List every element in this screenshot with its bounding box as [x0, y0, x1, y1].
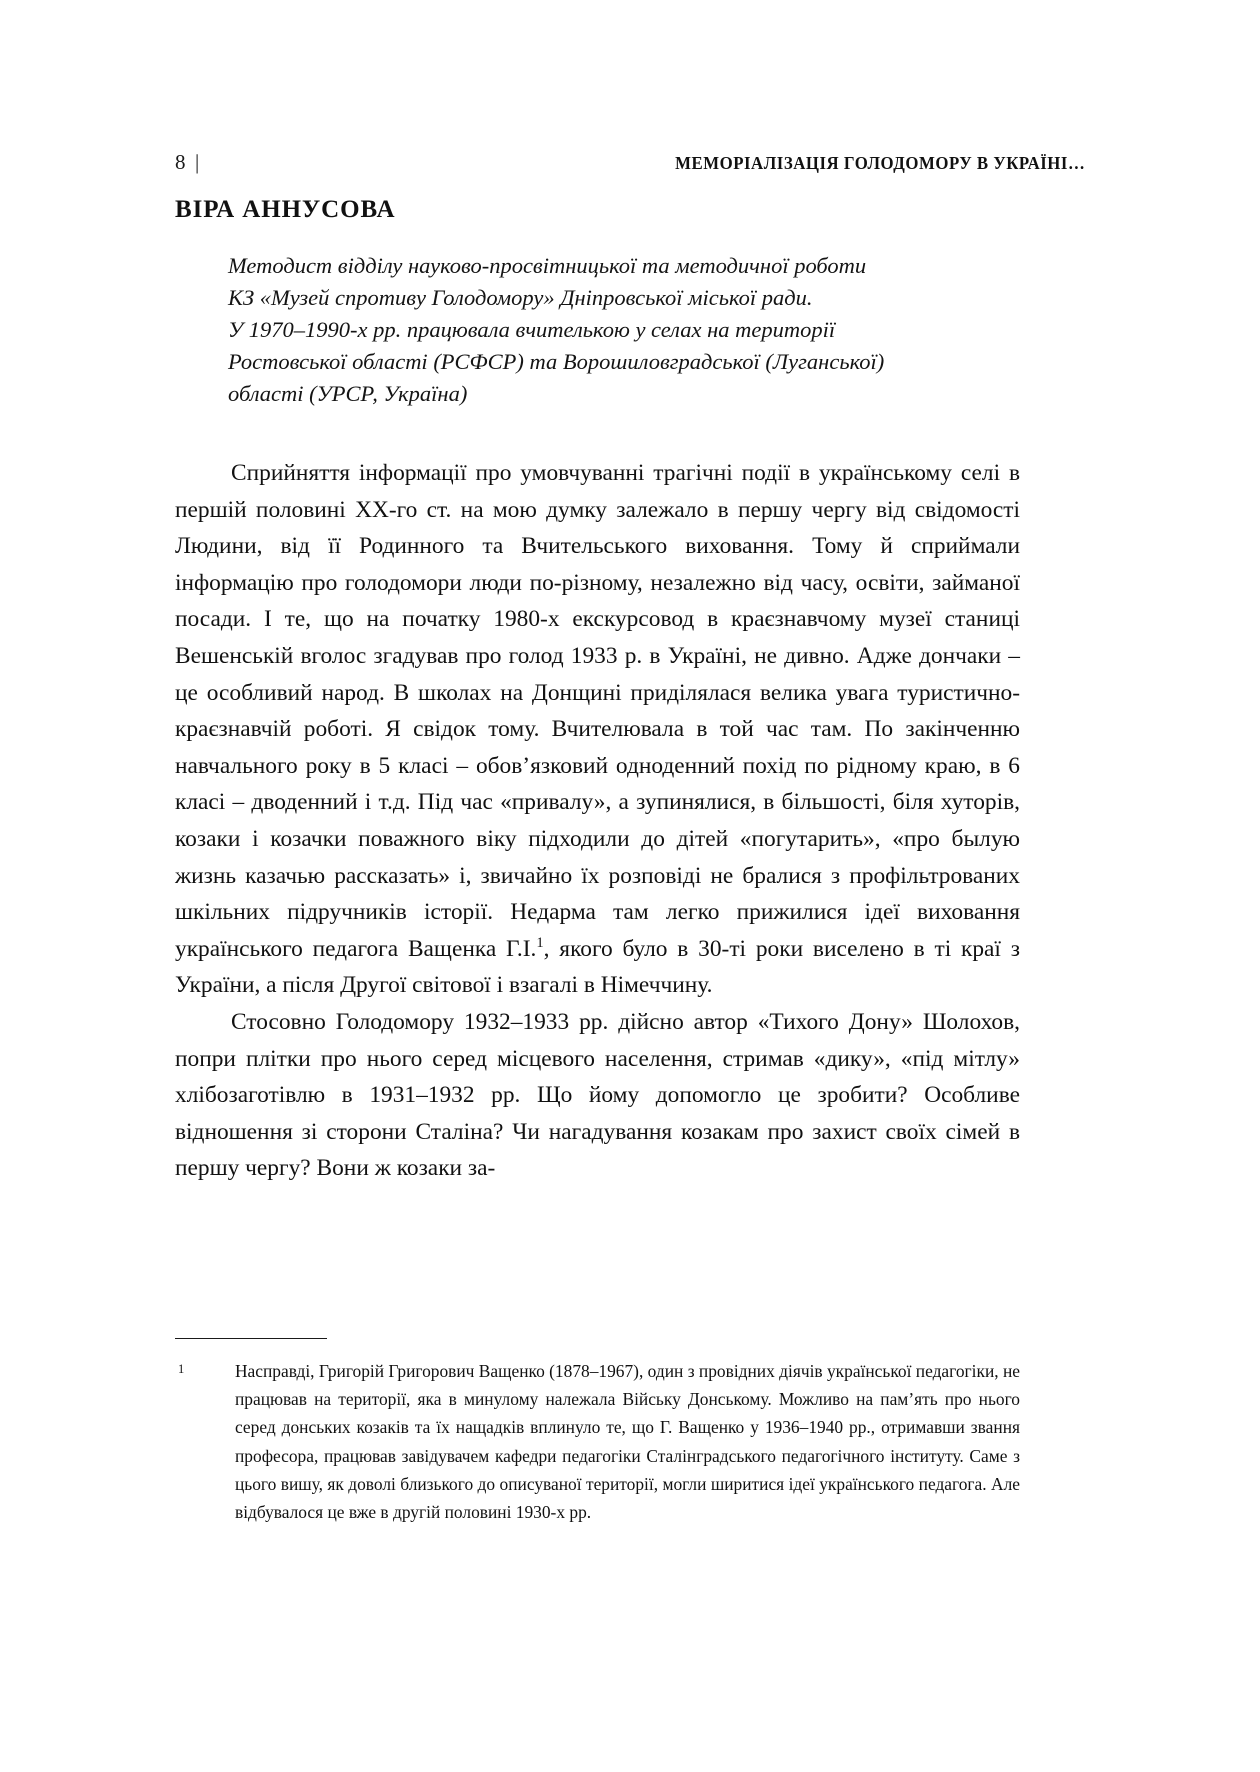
footnote-reference[interactable]: 1	[536, 934, 544, 951]
author-bio	[228, 250, 1018, 410]
page-number: 8	[175, 150, 186, 174]
author-bio-line: У 1970–1990-х рр. працювала вчителькою у селах на території	[228, 317, 836, 342]
footnote-area	[175, 1338, 1020, 1526]
folio-separator: |	[195, 150, 200, 174]
footnote	[175, 1357, 1020, 1526]
author-bio-line: Ростовської області (РСФСР) та Ворошиловградської (Луганської)	[228, 349, 885, 374]
body-paragraph-text-cont: , якого було в 30-ті роки виселено в ті краї з України, а після Другої світової і взагалі в Німеччину.	[175, 935, 1020, 999]
author-bio-line: Методист відділу науково-просвітницької та методичної роботи	[228, 253, 867, 278]
footnote-marker: 1	[178, 1362, 185, 1376]
running-head-title: МЕМОРІАЛІЗАЦІЯ ГОЛОДОМОРУ В УКРАЇНІ…	[674, 153, 1085, 173]
footnote-text: Насправді, Григорій Григорович Ващенко (1878–1967), один з провідних діячів української педагогіки, не працював на території, яка в минулому належала Війську Донському. Можливо на пам’ять про нього серед донських козаків та їх нащадків вплинуло те, що Г. Ващенко у 1936–1940 рр., отримавши звання професора, працював завідувачем кафедри педагогіки Сталінградського педагогічного інституту. Саме з цього вишу, як доволі близького до описуваної території, могли ширитися ідеї українського педагога. Але відбувалося це вже в другій половині 1930-х рр.	[235, 1361, 1020, 1523]
running-head	[175, 150, 1085, 176]
body-paragraph-text: Сприйняття інформації про умовчуванні трагічні події в українському селі в першій половині ХХ-го ст. на мою думку залежало в першу чергу від свідомості Людини, від її Родинного та Вчительського виховання. Тому й сприймали інформацію про голодомори люди по-різному, незалежно від часу, освіти, займаної посади. І те, що на початку 1980-х екскурсовод в краєзнавчому музеї станиці Вешенській вголос згадував про голод 1933 р. в Україні, не дивно. Адже дончаки – це особливий народ. В школах на Донщині приділялася велика увага туристично-краєзнавчій роботі. Я свідок тому. Вчителювала в той час там. По закінченню навчального року в 5 класі – обов’язковий одноденний похід по рідному краю, в 6 класі – дводенний і т.д. Під час «привалу», а зупинялися, в більшості, біля хуторів, козаки і козачки поважного віку підходили до дітей «погутарить», «про былую жизнь казачью рассказать» і, звичайно їх розповіді не бралися з профільтрованих шкільних підручників історії. Недарма там легко прижилися ідеї виховання українського педагога Ващенка Г.І.	[175, 460, 1020, 962]
body-paragraph	[175, 455, 1020, 1004]
body-paragraph: Стосовно Голодомору 1932–1933 рр. дійсно автор «Тихого Дону» Шолохов, попри плітки про нього серед місцевого населення, стримав «дику», «під мітлу» хлібозаготівлю в 1931–1932 рр. Що йому допомогло це зробити? Особливе відношення зі сторони Сталіна? Чи нагадування козакам про захист своїх сімей в першу чергу? Вони ж козаки за-	[175, 1008, 1020, 1182]
body-text	[175, 455, 1020, 1187]
author-bio-line: області (УРСР, Україна)	[228, 381, 468, 406]
footnote-separator-rule	[175, 1338, 327, 1339]
author-name: ВІРА АННУСОВА	[175, 196, 396, 223]
author-bio-line: КЗ «Музей спротиву Голодомору» Дніпровської міської ради.	[228, 285, 813, 310]
